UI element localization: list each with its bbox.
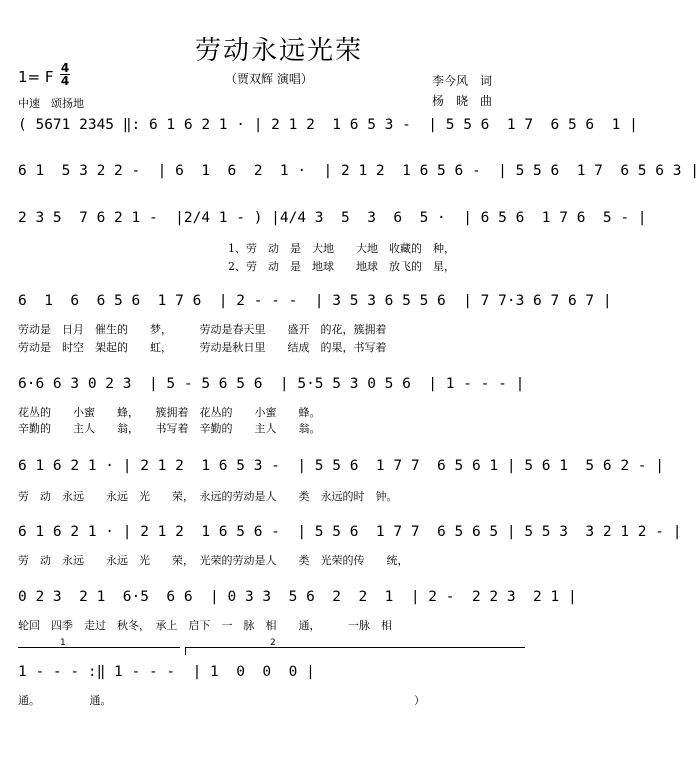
score-line-9: 1 - - - :‖ 1 - - - | 1 0 0 0 | (18, 664, 315, 680)
volta-first-number: 1 (60, 638, 66, 648)
singer-credit: （贾双辉 演唱） (225, 72, 313, 86)
score-line-4: 6 1 6 6 5 6 1 7 6 | 2 - - - | 3 5 3 6 5 5 6 | 7 7·3 6 7 6 7 | (18, 293, 612, 309)
score-line-5: 6·6 6 3 0 2 3 | 5 - 5 6 5 6 | 5·5 5 3 0 5 6 | 1 - - - | (18, 376, 525, 392)
lyric-line-8: 轮回 四季 走过 秋冬， 承上 启下 一 脉 相 通， 一脉 相 (18, 619, 392, 632)
volta-second-bracket (185, 647, 525, 648)
lyric-line-5a: 花丛的 小蜜 蜂， 簇拥着 花丛的 小蜜 蜂。 (18, 406, 321, 419)
volta-second-tick (185, 647, 186, 655)
volta-first-bracket (18, 647, 180, 648)
time-signature-bottom: 4 (60, 74, 70, 88)
composer-credit: 杨 晓 曲 (432, 94, 493, 108)
volta-second-number: 2 (270, 638, 276, 648)
tempo-marking: 中速 颂扬地 (18, 97, 84, 110)
lyric-line-9: 通。 通。 ） (18, 694, 425, 707)
score-line-6: 6 1 6 2 1 · | 2 1 2 1 6 5 3 - | 5 5 6 1 7 7 6 5 6 1 | 5 6 1 5 6 2 - | (18, 458, 665, 474)
key-signature: 1= F (18, 68, 54, 86)
time-signature-top: 4 (60, 61, 70, 75)
lyric-line-4a: 劳动是 日月 催生的 梦， 劳动是春天里 盛开 的花，簇拥着 (18, 323, 387, 336)
score-line-8: 0 2 3 2 1 6·5 6 6 | 0 3 3 5 6 2 2 1 | 2 - 2 2 3 2 1 | (18, 589, 577, 605)
lyric-line-3b: 2、劳 动 是 地球 地球 放飞的 星， (228, 260, 455, 273)
score-line-2: 6 1 5 3 2 2 - | 6 1 6 2 1 · | 2 1 2 1 6 5 6 - | 5 5 6 1 7 6 5 6 3 | (18, 163, 699, 179)
score-line-3: 2 3 5 7 6 2 1 - |2/4 1 - ) |4/4 3 5 3 6 5 · | 6 5 6 1 7 6 5 - | (18, 210, 647, 226)
score-line-7: 6 1 6 2 1 · | 2 1 2 1 6 5 6 - | 5 5 6 1 7 7 6 5 6 5 | 5 5 3 3 2 1 2 - | (18, 524, 682, 540)
song-title: 劳动永远光荣 (194, 36, 363, 66)
lyric-line-7: 劳 动 永远 永远 光 荣， 光荣的劳动是人 类 光荣的传 统， (18, 554, 409, 567)
time-signature (60, 62, 70, 87)
lyric-line-3a: 1、劳 动 是 大地 大地 收藏的 种， (228, 242, 455, 255)
score-line-1: ( 5671 2345 ‖: 6 1 6 2 1 · | 2 1 2 1 6 5 3 - | 5 5 6 1 7 6 5 6 1 | (18, 117, 638, 133)
lyric-line-6: 劳 动 永远 永远 光 荣， 永远的劳动是人 类 永远的时 钟。 (18, 490, 398, 503)
lyricist-credit: 李今风 词 (432, 74, 493, 88)
lyric-line-5b: 辛勤的 主人 翁， 书写着 辛勤的 主人 翁。 (18, 422, 321, 435)
lyric-line-4b: 劳动是 时空 架起的 虹， 劳动是秋日里 结成 的果，书写着 (18, 341, 387, 354)
